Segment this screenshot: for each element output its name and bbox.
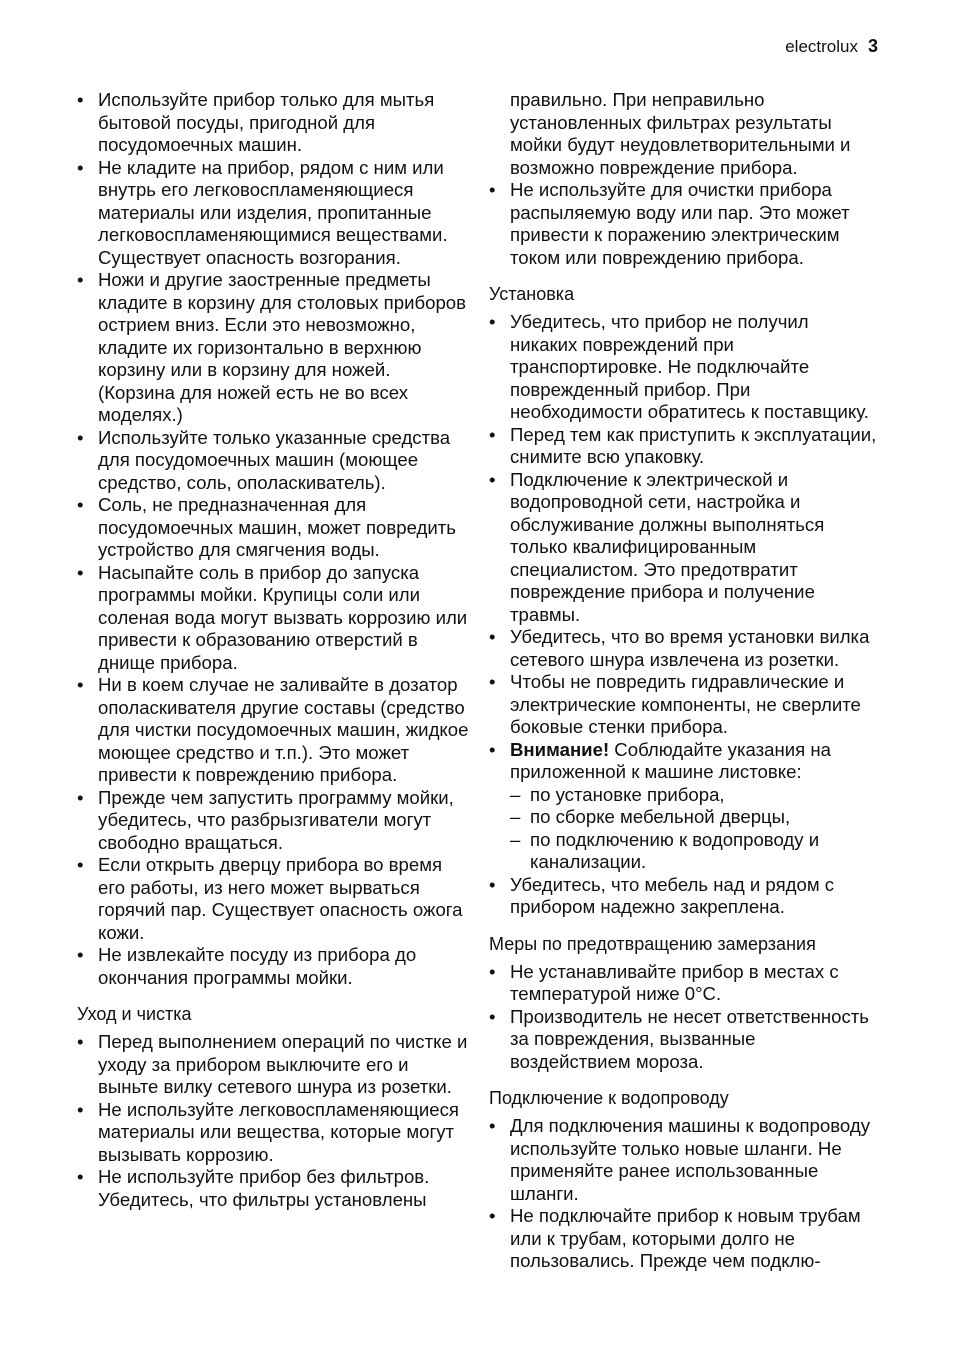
page-header <box>785 36 878 57</box>
list-item: • Используйте прибор только для мытья бытовой посуды, пригодной для посудомоечных машин. <box>77 89 435 155</box>
sublist-item: – по сборке мебельной дверцы, <box>510 806 791 827</box>
page-number: 3 <box>867 36 878 56</box>
install-list <box>489 311 881 919</box>
section-title-install: Установка <box>489 284 575 304</box>
sublist-item: – по установке прибора, <box>510 783 725 805</box>
list-item: • Перед выполнением операций по чистке и уходу за прибором выключите его и выньте вилку сетевого шнура из розетки. <box>77 1031 468 1097</box>
brand-name: electrolux <box>785 37 858 56</box>
section-title-water: Подключение к водопроводу <box>489 1088 729 1108</box>
list-item: • Убедитесь, что во время установки вилка сетевого шнура извлечена из розетки. <box>489 626 870 670</box>
continued-text: правильно. При неправильно установленных фильтрах результаты мойки будут неудовлетворительными и возможно повреждение прибора. <box>510 89 851 178</box>
frost-list <box>489 961 881 1074</box>
right-column <box>489 89 881 1273</box>
list-item: • Если открыть дверцу прибора во время его работы, из него может вырваться горячий пар. Существует опасность ожога кожи. <box>77 854 463 943</box>
left-column <box>77 89 469 1211</box>
list-item: • Не кладите на прибор, рядом с ним или внутрь его легковоспламеняющиеся материалы или изделия, пропитанные легковоспламеняющимися веществами. Существует опасность возгорания. <box>77 156 448 268</box>
list-item: • Не используйте легковоспламеняющиеся материалы или вещества, которые могут вызывать коррозию. <box>77 1098 459 1165</box>
safety-list <box>77 89 469 989</box>
list-item: • Не подключайте прибор к новым трубам или к трубам, которыми долго не пользовались. Прежде чем подклю- <box>489 1205 861 1271</box>
care-list <box>77 1031 469 1211</box>
list-item: • Не используйте прибор без фильтров. Убедитесь, что фильтры установлены <box>77 1166 430 1210</box>
list-item: • Не извлекайте посуду из прибора до окончания программы мойки. <box>77 944 417 988</box>
water-list <box>489 1115 881 1273</box>
list-item: • Не устанавливайте прибор в местах с температурой ниже 0°C. <box>489 960 839 1004</box>
list-item: • Не используйте для очистки прибора распыляемую воду или пар. Это может привести к поражению электрическим током или повреждению прибора. <box>489 179 850 268</box>
list-item: • Насыпайте соль в прибор до запуска программы мойки. Крупицы соли или соленая вода могут вызвать коррозию или привести к образованию отверстий в днище прибора. <box>77 561 468 673</box>
list-item: • Убедитесь, что мебель над и рядом с прибором надежно закреплена. <box>489 873 835 917</box>
list-item: • Используйте только указанные средства для посудомоечных машин (моющее средство, соль, ополаскиватель). <box>77 426 451 493</box>
list-item: • Для подключения машины к водопроводу используйте только новые шланги. Не применяйте ранее использованные шланги. <box>489 1115 870 1204</box>
list-item: • Ножи и другие заостренные предметы кладите в корзину для столовых приборов острием вниз. Если это невозможно, кладите их горизонтально в верхнюю корзину или в корзину для ножей. (Корзина для ножей есть не во всех моделях.) <box>77 269 467 425</box>
sublist-item: – по подключению к водопроводу и канализации. <box>510 828 820 872</box>
attention-label: Внимание! <box>510 738 610 760</box>
list-item: • Соль, не предназначенная для посудомоечных машин, может повредить устройство для смягчения воды. <box>77 494 456 560</box>
list-item: • Подключение к электрической и водопроводной сети, настройка и обслуживание должны выполняться только квалифицированным специалистом. Это предотвратит повреждение прибора и получение травмы. <box>489 468 825 625</box>
section-title-care: Уход и чистка <box>77 1004 192 1024</box>
cleaning-list <box>489 179 881 269</box>
list-item: • Ни в коем случае не заливайте в дозатор ополаскивателя другие составы (средство для чистки посудомоечных машин, жидкое моющее средство и т.п.). Это может привести к повреждению прибора. <box>77 674 469 785</box>
list-item: • Чтобы не повредить гидравлические и электрические компоненты, не сверлите боковые стенки прибора. <box>489 671 861 737</box>
list-item: • Убедитесь, что прибор не получил никаких повреждений при транспортировке. Не подключайте поврежденный прибор. При необходимости обратитесь к поставщику. <box>489 311 869 422</box>
list-item: • Прежде чем запустить программу мойки, убедитесь, что разбрызгиватели могут свободно вращаться. <box>77 786 454 853</box>
section-title-frost: Меры по предотвращению замерзания <box>489 933 816 954</box>
list-item-attention: • Внимание! Соблюдайте указания на приложенной к машине листовке: – по установке прибора, – по сборке мебельной дверцы, – по подключению к водопроводу и канализации. <box>489 739 881 874</box>
list-item: • Перед тем как приступить к эксплуатации, снимите всю упаковку. <box>489 423 877 467</box>
list-item: • Производитель не несет ответственность за повреждения, вызванные воздействием мороза. <box>489 1005 869 1072</box>
attention-sublist <box>510 784 881 874</box>
